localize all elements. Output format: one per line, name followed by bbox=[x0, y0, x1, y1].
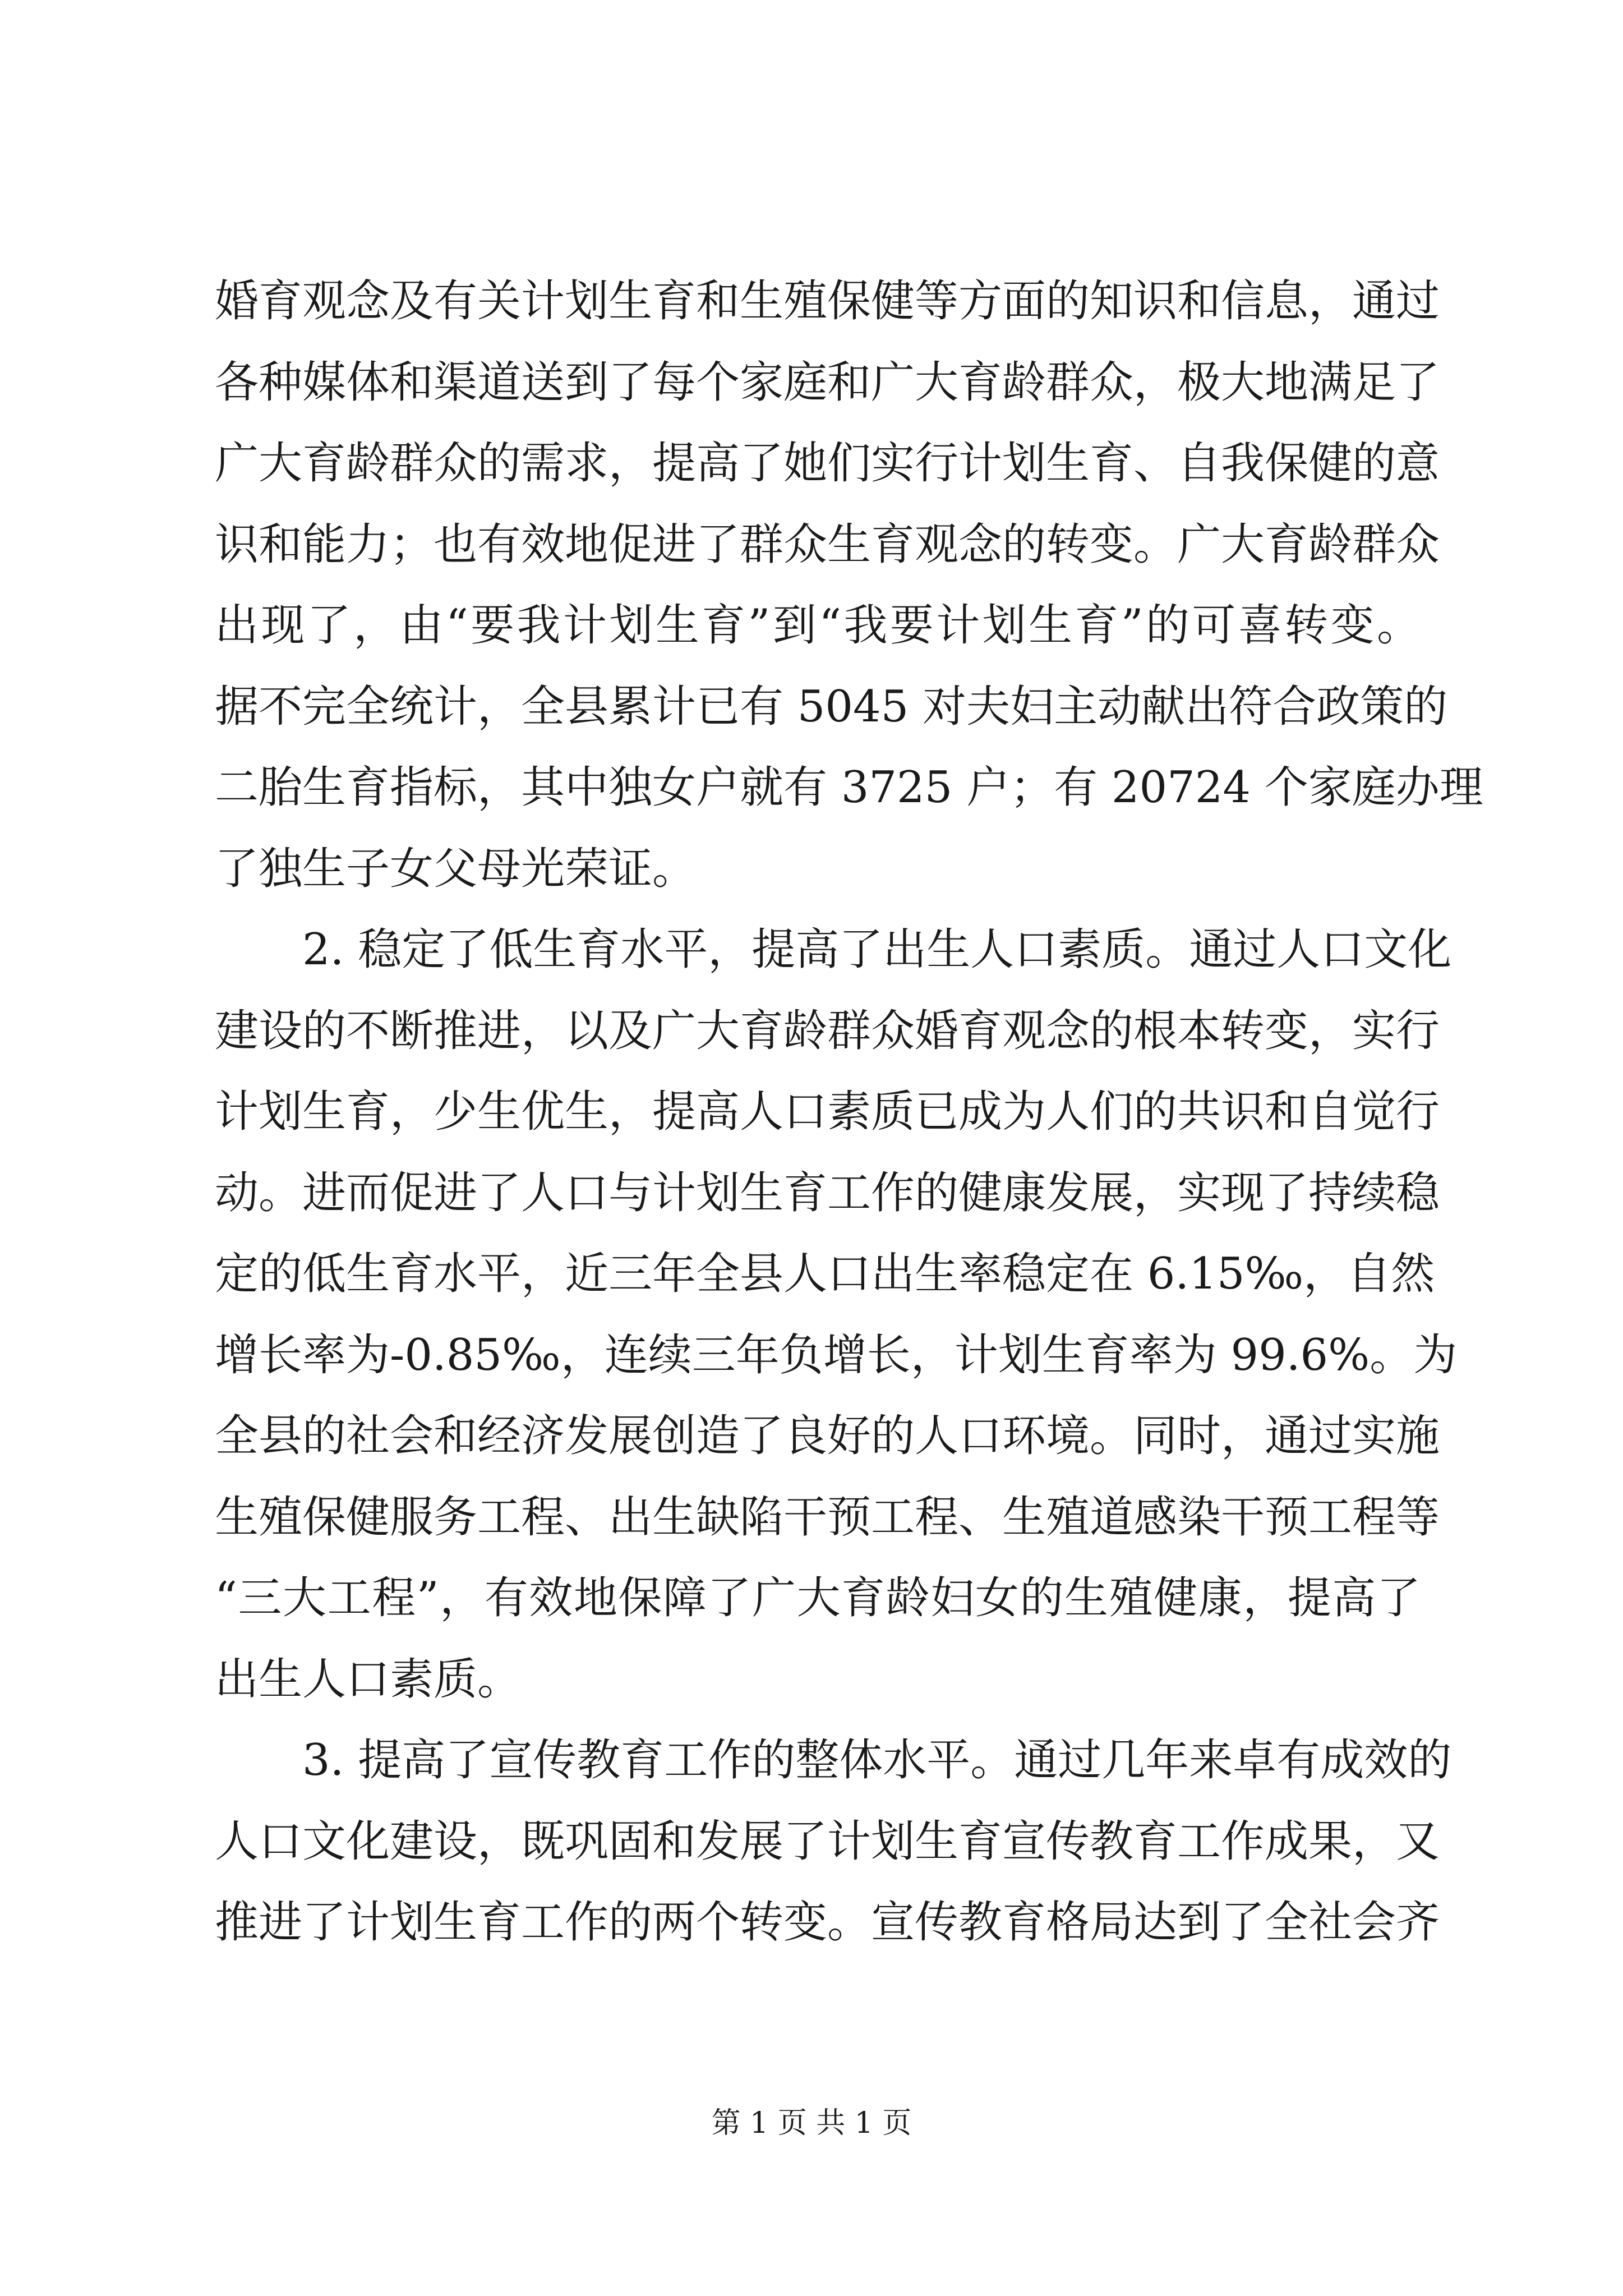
paragraph-line: 各种媒体和渠道送到了每个家庭和广大育龄群众，极大地满足了 bbox=[215, 357, 1440, 408]
paragraph-line: “三大工程”，有效地保障了广大育龄妇女的生殖健康，提高了 bbox=[215, 1573, 1421, 1623]
paragraph-line: 3. 提高了宣传教育工作的整体水平。通过几年来卓有成效的 bbox=[302, 1735, 1452, 1786]
paragraph-3 bbox=[215, 1720, 1452, 1963]
paragraph-line: 定的低生育水平，近三年全县人口出生率稳定在 6.15‰，自然 bbox=[215, 1249, 1435, 1299]
paragraph-line: 推进了计划生育工作的两个转变。宣传教育格局达到了全社会齐 bbox=[215, 1897, 1440, 1948]
paragraph-line: 广大育龄群众的需求，提高了她们实行计划生育、自我保健的意 bbox=[215, 438, 1440, 489]
paragraph-line: 生殖保健服务工程、出生缺陷干预工程、生殖道感染干预工程等 bbox=[215, 1492, 1440, 1543]
page-number-footer: 第 1 页 共 1 页 bbox=[711, 2106, 912, 2140]
paragraph-line: 增长率为-0.85‰，连续三年负增长，计划生育率为 99.6%。为 bbox=[215, 1329, 1458, 1381]
paragraph-line: 计划生育，少生优生，提高人口素质已成为人们的共识和自觉行 bbox=[215, 1087, 1440, 1137]
paragraph-line: 识和能力；也有效地促进了群众生育观念的转变。广大育龄群众 bbox=[215, 519, 1440, 570]
paragraph-line: 全县的社会和经济发展创造了良好的人口环境。同时，通过实施 bbox=[215, 1411, 1440, 1461]
paragraph-line: 出现了，由“要我计划生育”到“我要计划生育”的可喜转变。 bbox=[215, 600, 1421, 651]
document-body bbox=[215, 261, 1483, 1963]
paragraph-line: 2. 稳定了低生育水平，提高了出生人口素质。通过人口文化 bbox=[302, 924, 1452, 975]
paragraph-line: 建设的不断推进，以及广大育龄群众婚育观念的根本转变，实行 bbox=[215, 1005, 1440, 1056]
paragraph-line: 据不完全统计，全县累计已有 5045 对夫妇主动献出符合政策的 bbox=[215, 681, 1448, 732]
paragraph-2 bbox=[215, 909, 1458, 1720]
paragraph-line: 动。进而促进了人口与计划生育工作的健康发展，实现了持续稳 bbox=[215, 1167, 1440, 1218]
paragraph-line: 出生人口素质。 bbox=[215, 1654, 522, 1705]
paragraph-line: 婚育观念及有关计划生育和生殖保健等方面的知识和信息，通过 bbox=[215, 276, 1440, 326]
paragraph-1 bbox=[215, 261, 1483, 909]
paragraph-line: 了独生子女父母光荣证。 bbox=[215, 843, 697, 894]
paragraph-line: 人口文化建设，既巩固和发展了计划生育宣传教育工作成果，又 bbox=[215, 1816, 1440, 1867]
paragraph-line: 二胎生育指标，其中独女户就有 3725 户；有 20724 个家庭办理 bbox=[215, 762, 1483, 813]
